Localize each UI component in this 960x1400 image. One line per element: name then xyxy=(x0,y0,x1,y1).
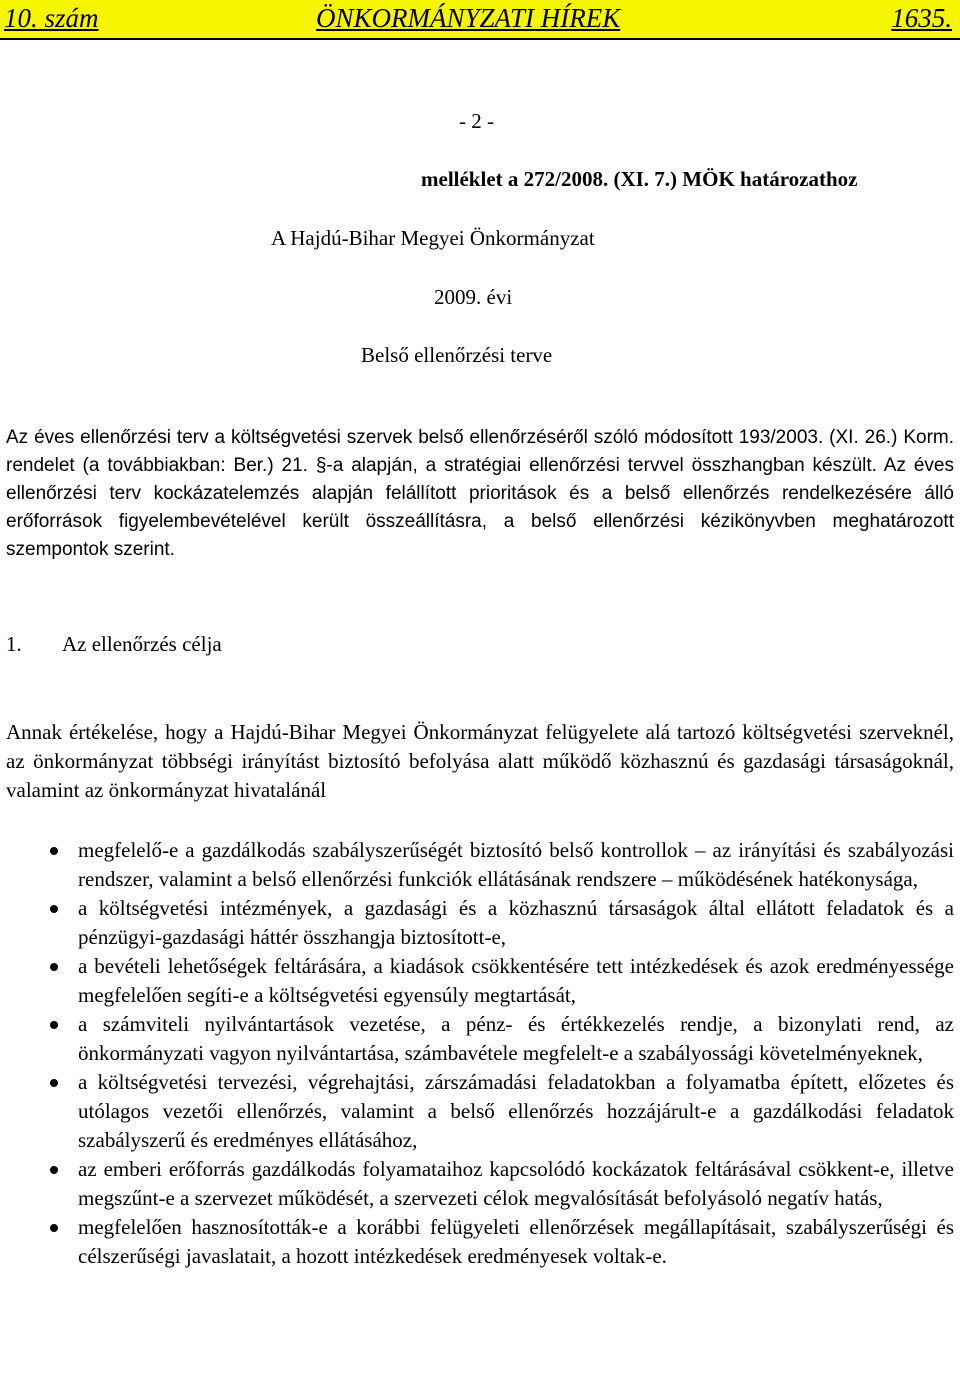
header-issue: 10. szám xyxy=(4,3,99,33)
section-heading xyxy=(6,630,222,658)
list-item-text: a bevételi lehetőségek feltárására, a kiadások csökkentésére tett intézkedések és azok eredményessége megfelelően segíti-e a költségvetési egyensúly megtartását, xyxy=(78,954,954,1007)
list-item xyxy=(0,894,960,952)
list-item-text: a költségvetési tervezési, végrehajtási, zárszámadási feladatokban a folyamatba épített, előzetes és utólagos vezetői ellenőrzés, valamint a belső ellenőrzés hozzájárult-e a gazdálkodási feladatok szabályszerű és eredményes ellátásához, xyxy=(78,1070,954,1152)
list-item-text: a költségvetési intézmények, a gazdasági és a közhasznú társaságok által ellátott feladatok és a pénzügyi-gazdasági háttér összhangja biztosított-e, xyxy=(78,896,954,949)
list-item xyxy=(0,1068,960,1155)
bullet-icon xyxy=(50,847,58,855)
bullet-icon xyxy=(50,1166,58,1174)
list-item-text: megfelelő-e a gazdálkodás szabályszerűségét biztosító belső kontrollok – az irányítási és szabályozási rendszer, valamint a belső ellenőrzési funkciók ellátásának rendszere – működésének hatékonysága, xyxy=(78,838,954,891)
bullet-icon xyxy=(50,1079,58,1087)
intro-paragraph: Az éves ellenőrzési terv a költségvetési szervek belső ellenőrzéséről szóló módosított 193/2003. (XI. 26.) Korm. rendelet (a továbbiakban: Ber.) 21. §-a alapján, a stratégiai ellenőrzési tervvel összhangban készült. Az éves ellenőrzési terv kockázatelemzés alapján felállított prioritások és a belső ellenőrzés rendelkezésére álló erőforrások figyelembevételével került összeállításra, a belső ellenőrzési kézikönyvben meghatározott szempontok szerint. xyxy=(6,427,954,560)
document-title: Belső ellenőrzési terve xyxy=(361,343,553,367)
running-header xyxy=(0,0,960,40)
header-title: ÖNKORMÁNYZATI HÍREK xyxy=(316,3,621,33)
list-item xyxy=(0,836,960,894)
section-number: 1. xyxy=(6,632,22,656)
list-item xyxy=(0,1213,960,1271)
list-item-text: az emberi erőforrás gazdálkodás folyamataihoz kapcsolódó kockázatok feltárásával csökkent-e, illetve megszűnt-e a szervezet működését, a szervezeti célok megvalósítását befolyásoló negatív hatás, xyxy=(78,1157,954,1210)
organization-name: A Hajdú-Bihar Megyei Önkormányzat xyxy=(271,226,595,250)
annex-reference: melléklet a 272/2008. (XI. 7.) MÖK határozathoz xyxy=(421,167,858,191)
header-page-number: 1635. xyxy=(891,3,952,33)
list-item xyxy=(0,1155,960,1213)
bullet-icon xyxy=(50,963,58,971)
body-paragraph: Annak értékelése, hogy a Hajdú-Bihar Megyei Önkormányzat felügyelete alá tartozó költségvetési szerveknél, az önkormányzat többségi irányítást biztosító befolyása alatt működő közhasznú és gazdasági társaságoknál, valamint az önkormányzat hivatalánál xyxy=(6,720,954,802)
page-number: - 2 - xyxy=(459,109,494,133)
list-item xyxy=(0,952,960,1010)
bullet-icon xyxy=(50,1021,58,1029)
bullet-icon xyxy=(50,1224,58,1232)
bullet-list xyxy=(0,836,960,1271)
bullet-icon xyxy=(50,905,58,913)
list-item xyxy=(0,1010,960,1068)
list-item-text: a számviteli nyilvántartások vezetése, a pénz- és értékkezelés rendje, a bizonylati rend, az önkormányzati vagyon nyilvántartása, számbavétele megfelelt-e a szabályossági követelményeknek, xyxy=(78,1012,954,1065)
section-title: Az ellenőrzés célja xyxy=(62,632,222,656)
list-item-text: megfelelően hasznosították-e a korábbi felügyeleti ellenőrzések megállapításait, szabályszerűségi és célszerűségi javaslatait, a hozott intézkedések eredményesek voltak-e. xyxy=(78,1215,954,1268)
plan-year: 2009. évi xyxy=(434,285,513,309)
